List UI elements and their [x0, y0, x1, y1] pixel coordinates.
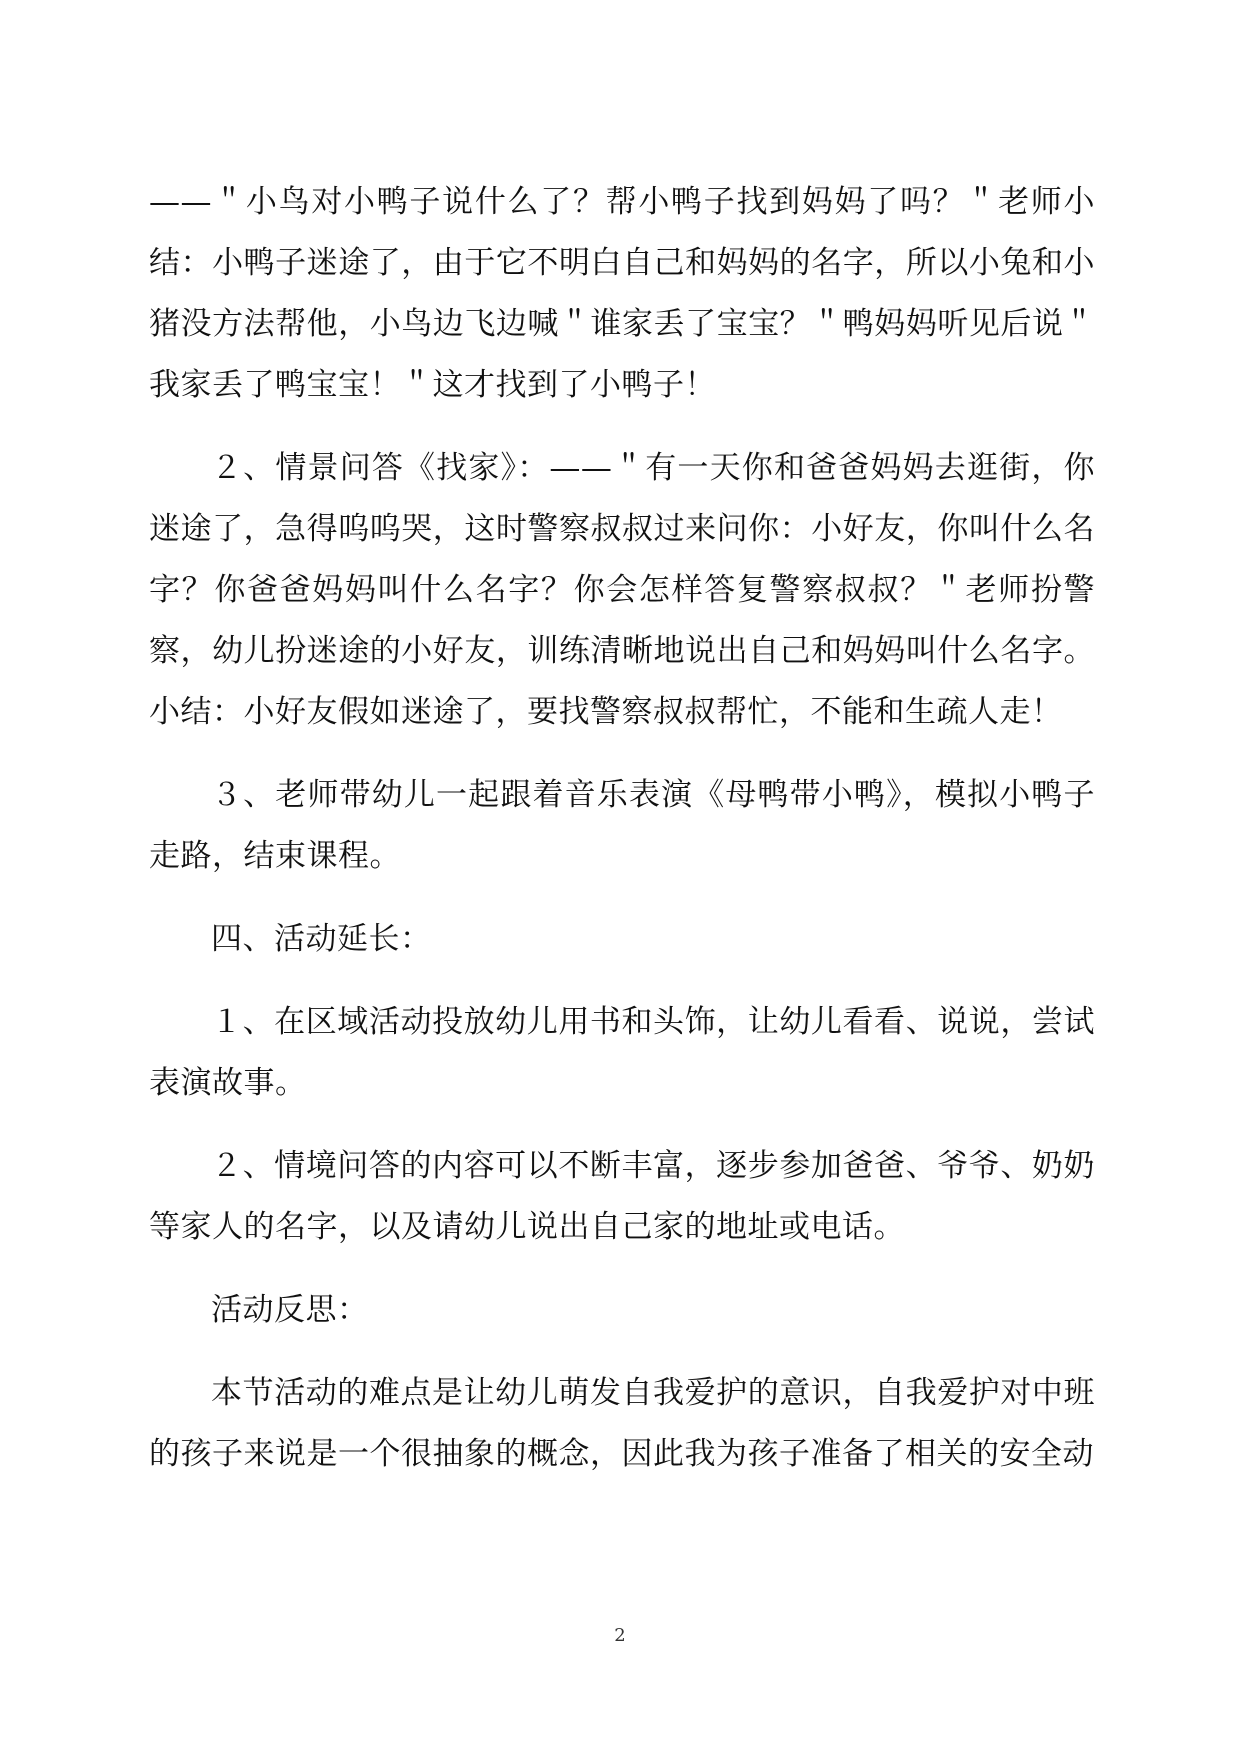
paragraph-music-performance: ３、老师带幼儿一起跟着音乐表演《母鸭带小鸭》，模拟小鸭子走路，结束课程。 [149, 777, 1095, 874]
document-body [149, 172, 1095, 1507]
section-heading-reflection: 活动反思： [211, 1292, 369, 1328]
paragraph-extension-1: １、在区域活动投放幼儿用书和头饰，让幼儿看看、说说，尝试表演故事。 [149, 1004, 1095, 1101]
section-heading-extension: 四、活动延长： [211, 921, 432, 957]
paragraph-scenario-qa: ２、情景问答《找家》：——＂有一天你和爸爸妈妈去逛街，你迷途了，急得呜呜哭，这时警察叔叔过来问你：小好友，你叫什么名字？你爸爸妈妈叫什么名字？你会怎样答复警察叔叔？＂老师扮警察，幼儿扮迷途的小好友，训练清晰地说出自己和妈妈叫什么名字。小结：小好友假如迷途了，要找警察叔叔帮忙，不能和生疏人走！ [149, 450, 1095, 730]
paragraph-reflection: 本节活动的难点是让幼儿萌发自我爱护的意识，自我爱护对中班的孩子来说是一个很抽象的概念，因此我为孩子准备了相关的安全动 [149, 1375, 1095, 1472]
paragraph-extension-2: ２、情境问答的内容可以不断丰富，逐步参加爸爸、爷爷、奶奶等家人的名字，以及请幼儿说出自己家的地址或电话。 [149, 1148, 1095, 1245]
paragraph-continuation: ——＂小鸟对小鸭子说什么了？帮小鸭子找到妈妈了吗？＂老师小结：小鸭子迷途了，由于它不明白自己和妈妈的名字，所以小兔和小猪没方法帮他，小鸟边飞边喊＂谁家丢了宝宝？＂鸭妈妈听见后说＂我家丢了鸭宝宝！＂这才找到了小鸭子！ [149, 184, 1095, 403]
page-number: 2 [614, 1625, 626, 1646]
